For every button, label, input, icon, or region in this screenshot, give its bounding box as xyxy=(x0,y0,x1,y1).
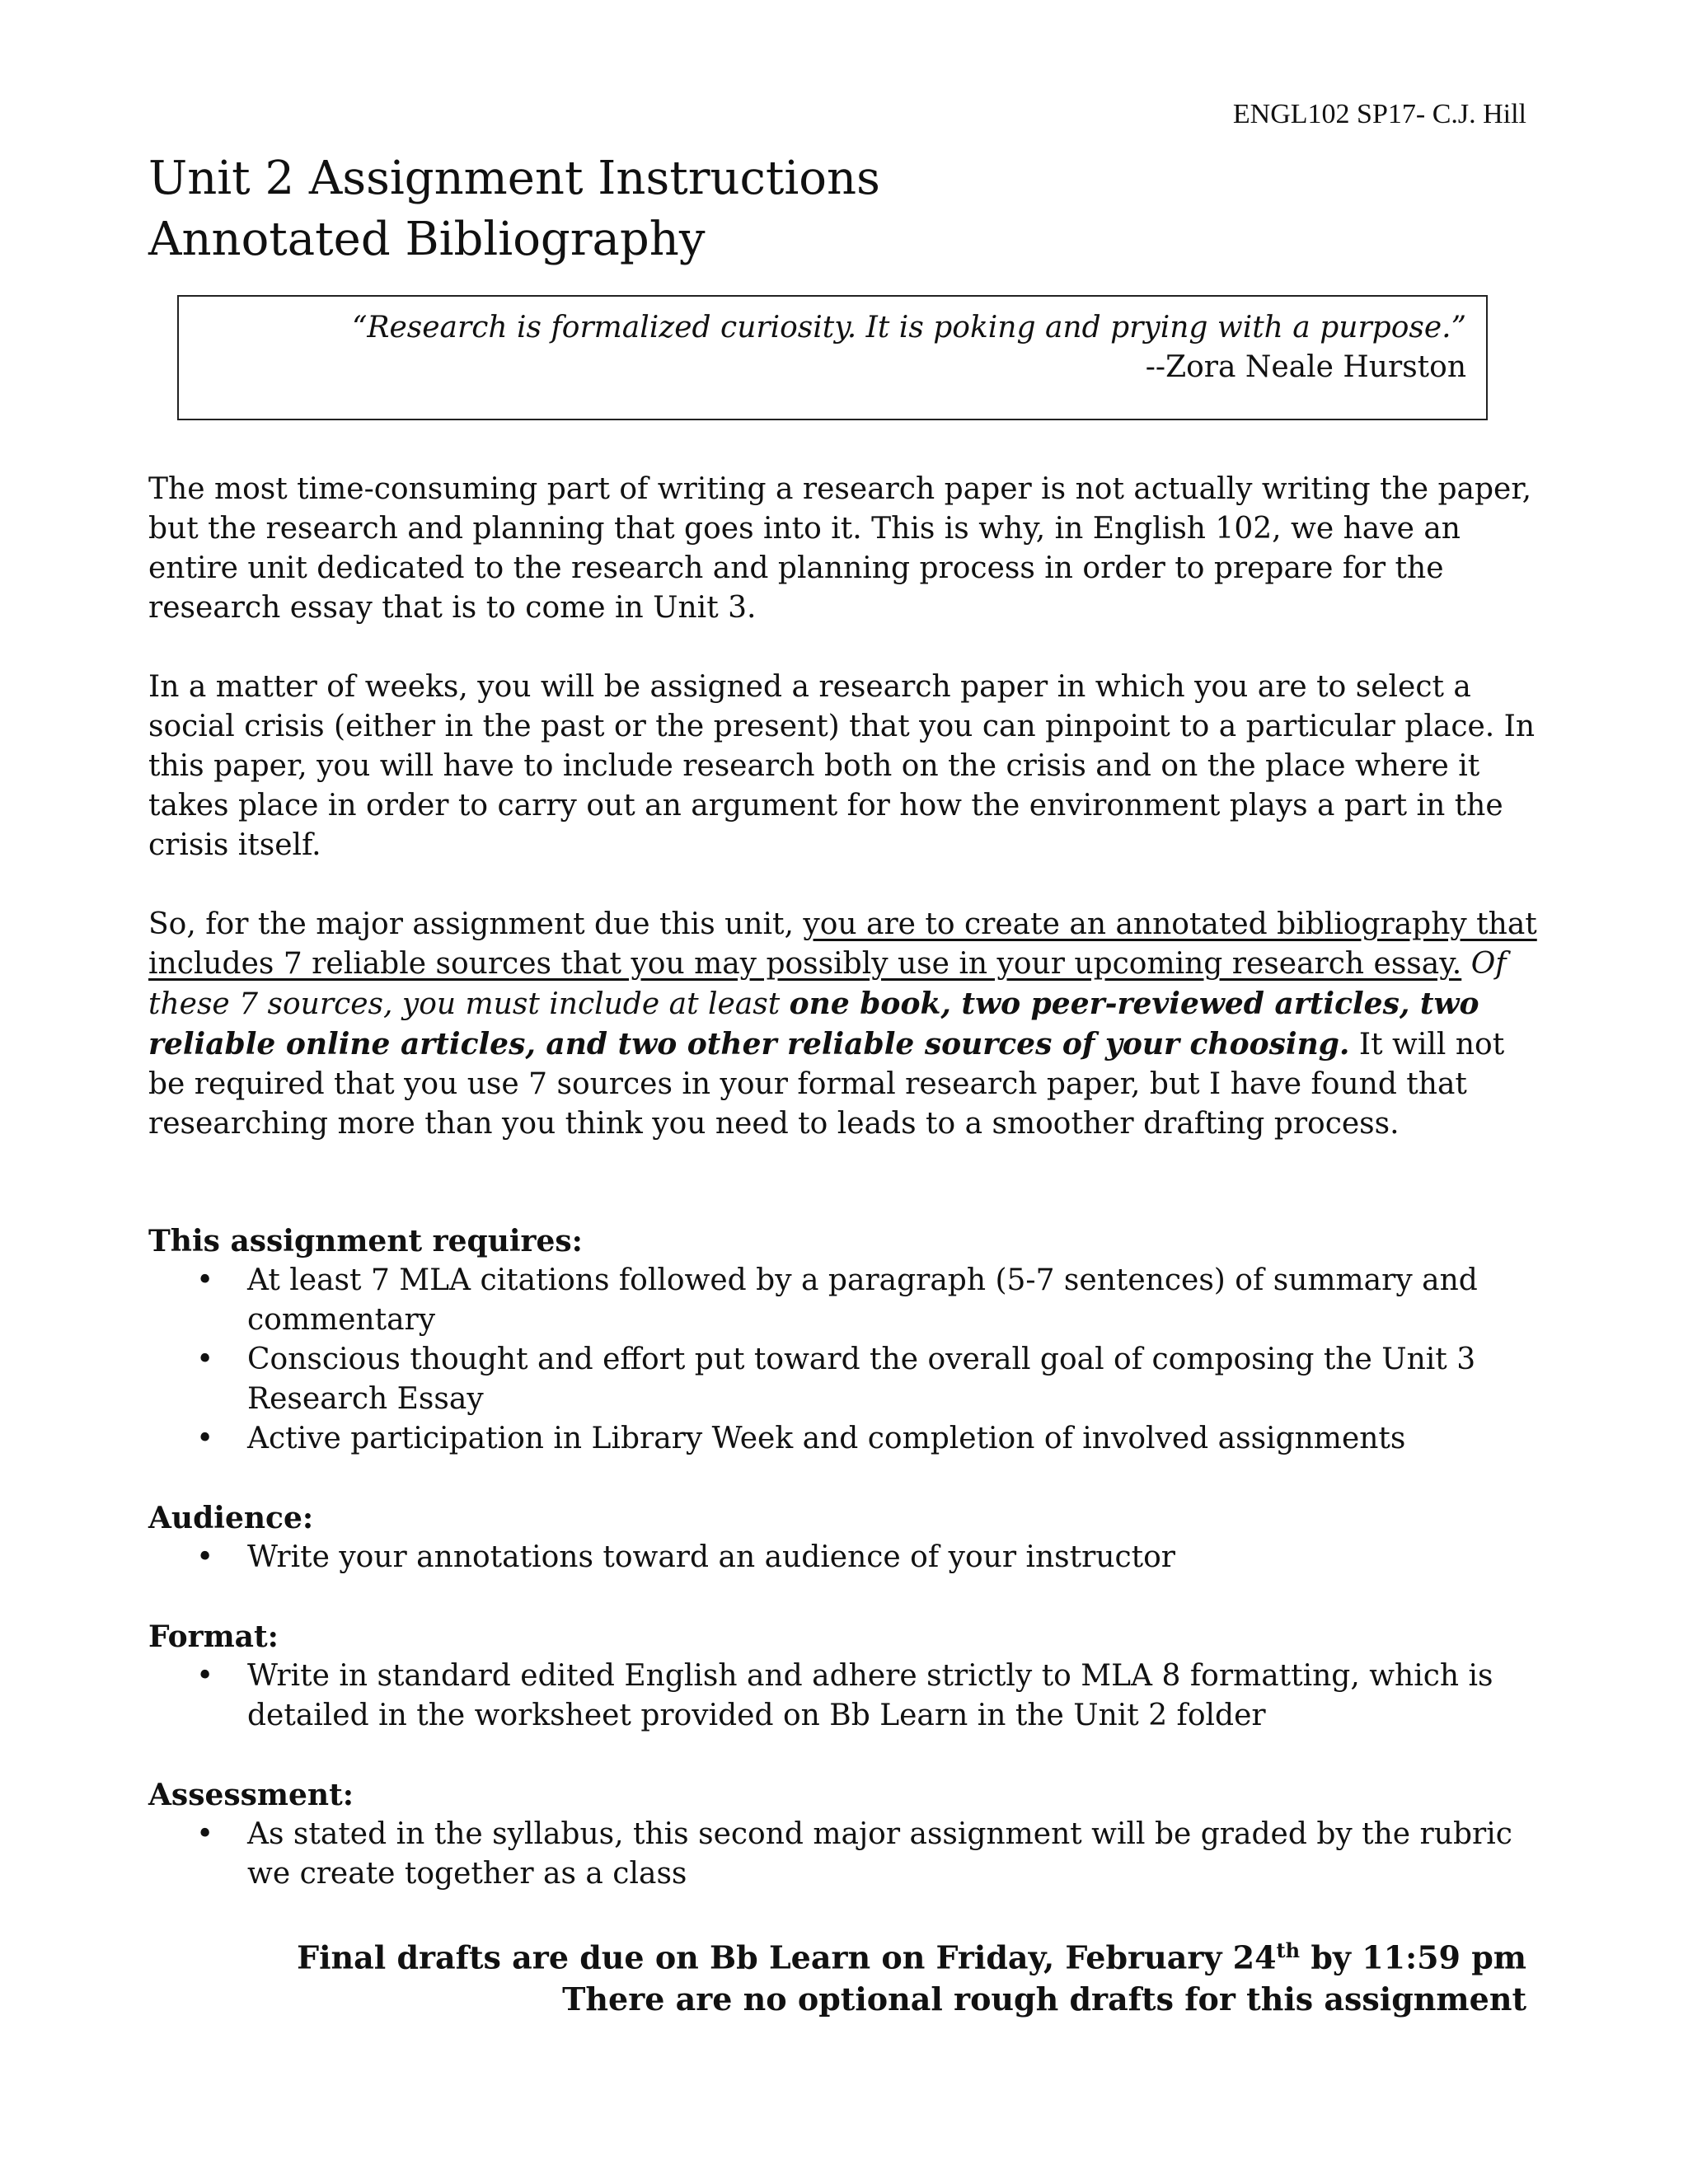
p3-tail: It will not be required that you use 7 sources in your formal research paper, but I have found that researching more than you think you need to leads to a smoother drafting process. xyxy=(148,1028,1505,1141)
section-heading: Format: xyxy=(148,1619,279,1654)
list-item: • Conscious thought and effort put toward the overall goal of composing the Unit 3 Research Essay xyxy=(148,1340,1541,1419)
list-item: • At least 7 MLA citations followed by a paragraph (5-7 sentences) of summary and commentary xyxy=(148,1261,1541,1340)
quote-attribution: --Zora Neale Hurston xyxy=(1145,350,1466,384)
audience-list xyxy=(148,1538,1541,1577)
paragraph-research-paper: In a matter of weeks, you will be assigned a research paper in which you are to select a social crisis (either in the past or the present) that you can pinpoint to a particular place. In this paper, you will have to include research both on the crisis and on the place where it takes place in order to carry out an argument for how the environment plays a part in the crisis itself. xyxy=(148,670,1536,862)
list-item: • Active participation in Library Week and completion of involved assignments xyxy=(148,1419,1541,1459)
quote-text: “Research is formalized curiosity. It is poking and prying with a purpose.” xyxy=(351,311,1466,344)
section-heading: This assignment requires: xyxy=(148,1224,583,1258)
due-date-notice xyxy=(297,1930,1526,2020)
paragraph-assignment xyxy=(148,905,1541,1144)
bullet-icon: • xyxy=(196,1817,214,1851)
section-heading: Assessment: xyxy=(148,1778,354,1812)
section-format xyxy=(148,1617,1541,1736)
page-subtitle: Annotated Bibliography xyxy=(148,213,706,266)
section-assessment xyxy=(148,1775,1541,1894)
p3-bold-italic: one book, two peer-reviewed articles, two reliable online articles, and two other reliable sources of your choosing. xyxy=(148,987,1479,1062)
section-audience xyxy=(148,1498,1541,1577)
list-item: • Write your annotations toward an audience of your instructor xyxy=(148,1538,1541,1577)
list-item: • As stated in the syllabus, this second major assignment will be graded by the rubric we create together as a class xyxy=(148,1815,1541,1894)
rough-draft-note: There are no optional rough drafts for this assignment xyxy=(562,1980,1526,2018)
quote-box xyxy=(177,295,1488,420)
list-item: • Write in standard edited English and adhere strictly to MLA 8 formatting, which is detailed in the worksheet provided on Bb Learn in the Unit 2 folder xyxy=(148,1657,1541,1736)
bullet-icon: • xyxy=(196,1343,214,1376)
assessment-list xyxy=(148,1815,1541,1894)
p3-italic: Of these 7 sources, you must include at least xyxy=(148,947,1507,1021)
p3-lead: So, for the major assignment due this unit, xyxy=(148,907,804,941)
bullet-icon: • xyxy=(196,1422,214,1455)
format-list xyxy=(148,1657,1541,1736)
section-heading: Audience: xyxy=(148,1501,314,1535)
due-date-line: Final drafts are due on Bb Learn on Friday, February 24th by 11:59 pm xyxy=(297,1938,1526,1976)
p3-underlined: you are to create an annotated bibliography that includes 7 reliable sources that you may possibly use in your upcoming research essay. xyxy=(148,907,1537,981)
bullet-icon: • xyxy=(196,1540,214,1574)
page-title: Unit 2 Assignment Instructions xyxy=(148,152,880,205)
paragraph-intro: The most time-consuming part of writing a research paper is not actually writing the paper, but the research and planning that goes into it. This is why, in English 102, we have an entire unit dedicated to the research and planning process in order to prepare for the research essay that is to come in Unit 3. xyxy=(148,472,1532,625)
bullet-icon: • xyxy=(196,1263,214,1297)
requirements-list xyxy=(148,1261,1541,1459)
section-requires xyxy=(148,1221,1541,1459)
title-block xyxy=(148,148,880,270)
bullet-icon: • xyxy=(196,1659,214,1693)
course-code: ENGL102 SP17- C.J. Hill xyxy=(1232,99,1526,129)
